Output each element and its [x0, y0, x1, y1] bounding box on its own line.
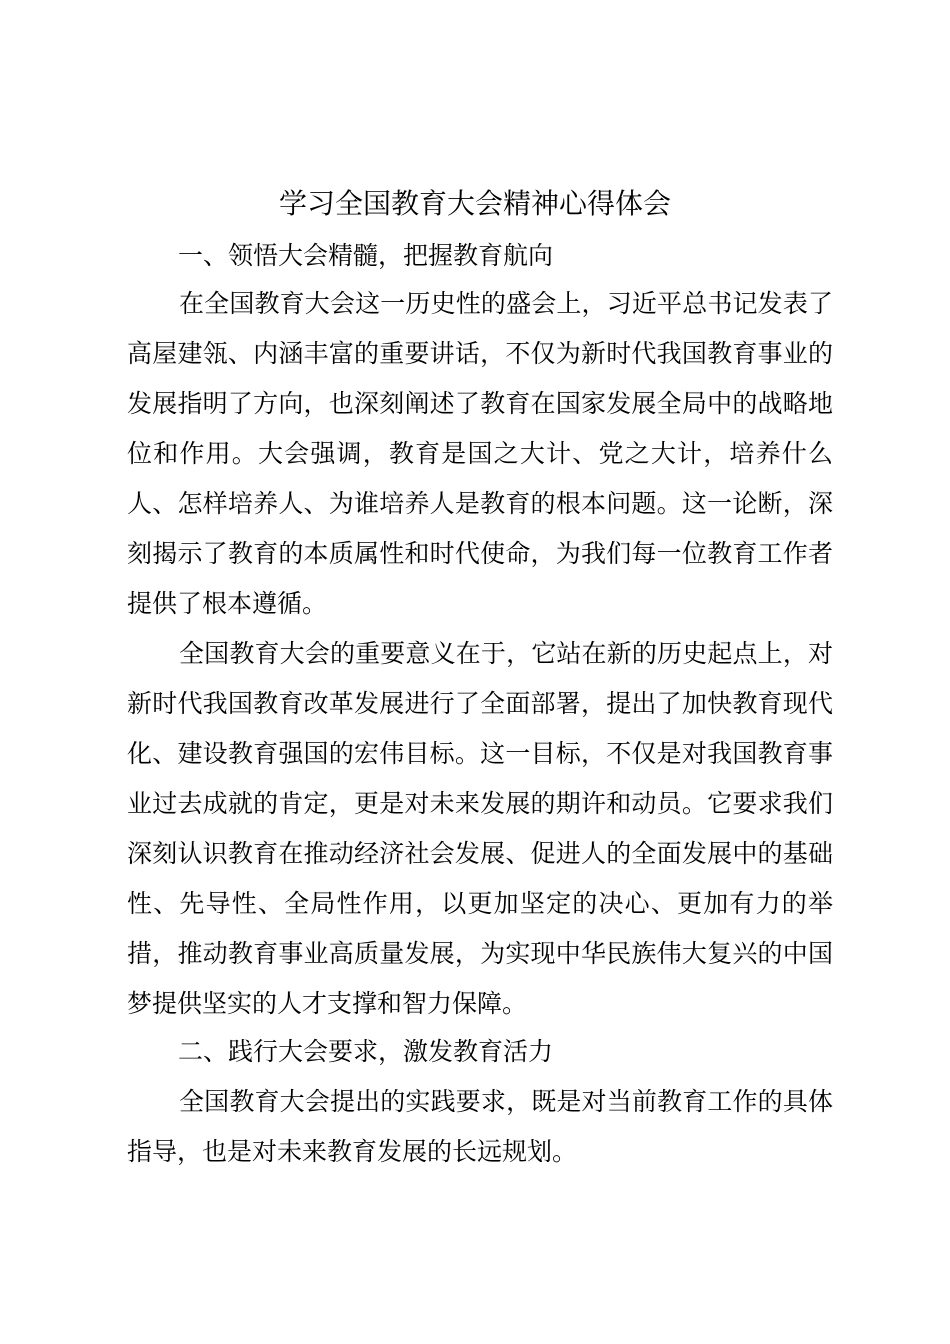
paragraph-1: 在全国教育大会这一历史性的盛会上，习近平总书记发表了高屋建瓴、内涵丰富的重要讲话，不仅为新时代我国教育事业的发展指明了方向，也深刻阐述了教育在国家发展全局中的战略地位和作用。大会强调，教育是国之大计、党之大计，培养什么人、怎样培养人、为谁培养人是教育的根本问题。这一论断，深刻揭示了教育的本质属性和时代使命，为我们每一位教育工作者提供了根本遵循。 [127, 289, 833, 618]
paragraph-2: 全国教育大会的重要意义在于，它站在新的历史起点上，对新时代我国教育改革发展进行了全面部署，提出了加快教育现代化、建设教育强国的宏伟目标。这一目标，不仅是对我国教育事业过去成就的肯定，更是对未来发展的期许和动员。它要求我们深刻认识教育在推动经济社会发展、促进人的全面发展中的基础性、先导性、全局性作用，以更加坚定的决心、更加有力的举措，推动教育事业高质量发展，为实现中华民族伟大复兴的中国梦提供坚实的人才支撑和智力保障。 [127, 639, 833, 1018]
section-heading-2: 二、践行大会要求，激发教育活力 [178, 1037, 554, 1066]
section-heading-1: 一、领悟大会精髓，把握教育航向 [178, 241, 554, 270]
paragraph-3: 全国教育大会提出的实践要求，既是对当前教育工作的具体指导，也是对未来教育发展的长远规划。 [127, 1087, 833, 1166]
document-title: 学习全国教育大会精神心得体会 [278, 187, 671, 220]
